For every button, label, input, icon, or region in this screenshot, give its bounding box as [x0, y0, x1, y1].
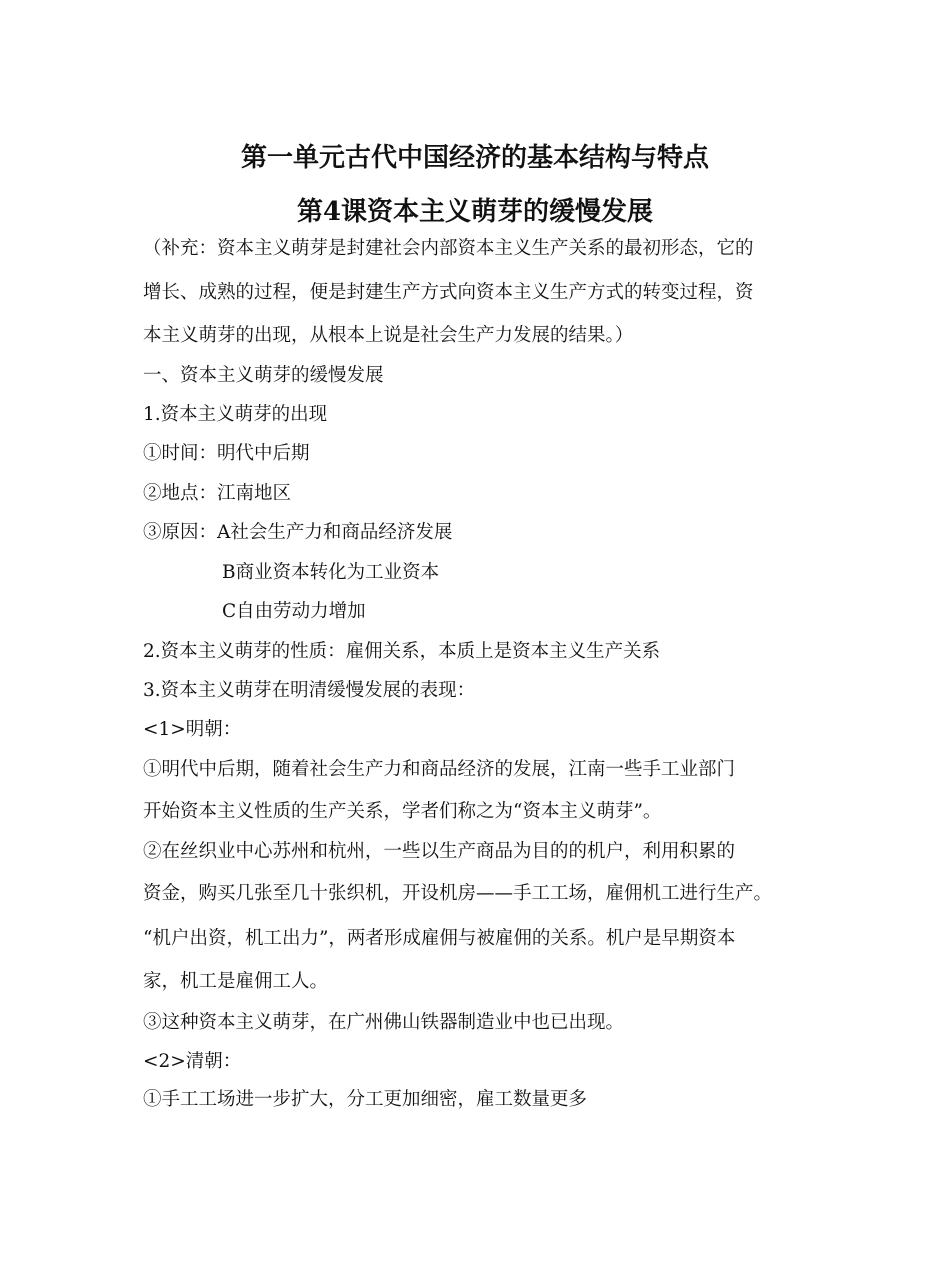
lesson-title: 第4课资本主义萌芽的缓慢发展 [296, 197, 654, 227]
supplement-line-1: （补充：资本主义萌芽是封建社会内部资本主义生产关系的最初形态，它的 [143, 238, 754, 259]
item1-place: ②地点：江南地区 [143, 483, 292, 504]
ming-p2-line-2: 资金，购买几张至几十张织机，开设机房——手工工场，雇佣机工进行生产。 [143, 883, 773, 904]
ming-p1-line-1: ①明代中后期，随着社会生产力和商品经济的发展，江南一些手工业部门 [143, 759, 736, 780]
supplement-line-3: 本主义萌芽的出现，从根本上说是社会生产力发展的结果。） [143, 325, 634, 346]
ming-heading: <1>明朝： [143, 719, 242, 740]
qing-p1: ①手工工场进一步扩大，分工更加细密，雇工数量更多 [143, 1089, 588, 1110]
qing-heading: <2>清朝： [143, 1051, 242, 1072]
item1-reason-a: ③原因：A社会生产力和商品经济发展 [143, 522, 453, 543]
item2-nature: 2.资本主义萌芽的性质：雇佣关系，本质上是资本主义生产关系 [143, 641, 661, 662]
ming-p3: ③这种资本主义萌芽，在广州佛山铁器制造业中也已出现。 [143, 1012, 625, 1033]
ming-p2-line-3: “机户出资，机工出力”，两者形成雇佣与被雇佣的关系。机户是早期资本 [143, 928, 736, 949]
supplement-line-2: 增长、成熟的过程，便是封建生产方式向资本主义生产方式的转变过程，资 [143, 282, 754, 303]
unit-title: 第一单元古代中国经济的基本结构与特点 [240, 143, 709, 173]
item1-reason-b: B商业资本转化为工业资本 [222, 562, 440, 583]
ming-p2-line-4: 家，机工是雇佣工人。 [143, 971, 329, 992]
item1-reason-c: C自由劳动力增加 [222, 601, 366, 622]
ming-p1-line-2: 开始资本主义性质的生产关系，学者们称之为“资本主义萌芽”。 [143, 801, 662, 822]
item1-heading: 1.资本主义萌芽的出现 [143, 404, 328, 425]
item1-time: ①时间：明代中后期 [143, 443, 310, 464]
ming-p2-line-1: ②在丝织业中心苏州和杭州，一些以生产商品为目的的机户，利用积累的 [143, 841, 736, 862]
section-heading: 一、资本主义萌芽的缓慢发展 [143, 365, 384, 386]
item3-heading: 3.资本主义萌芽在明清缓慢发展的表现： [143, 680, 476, 701]
